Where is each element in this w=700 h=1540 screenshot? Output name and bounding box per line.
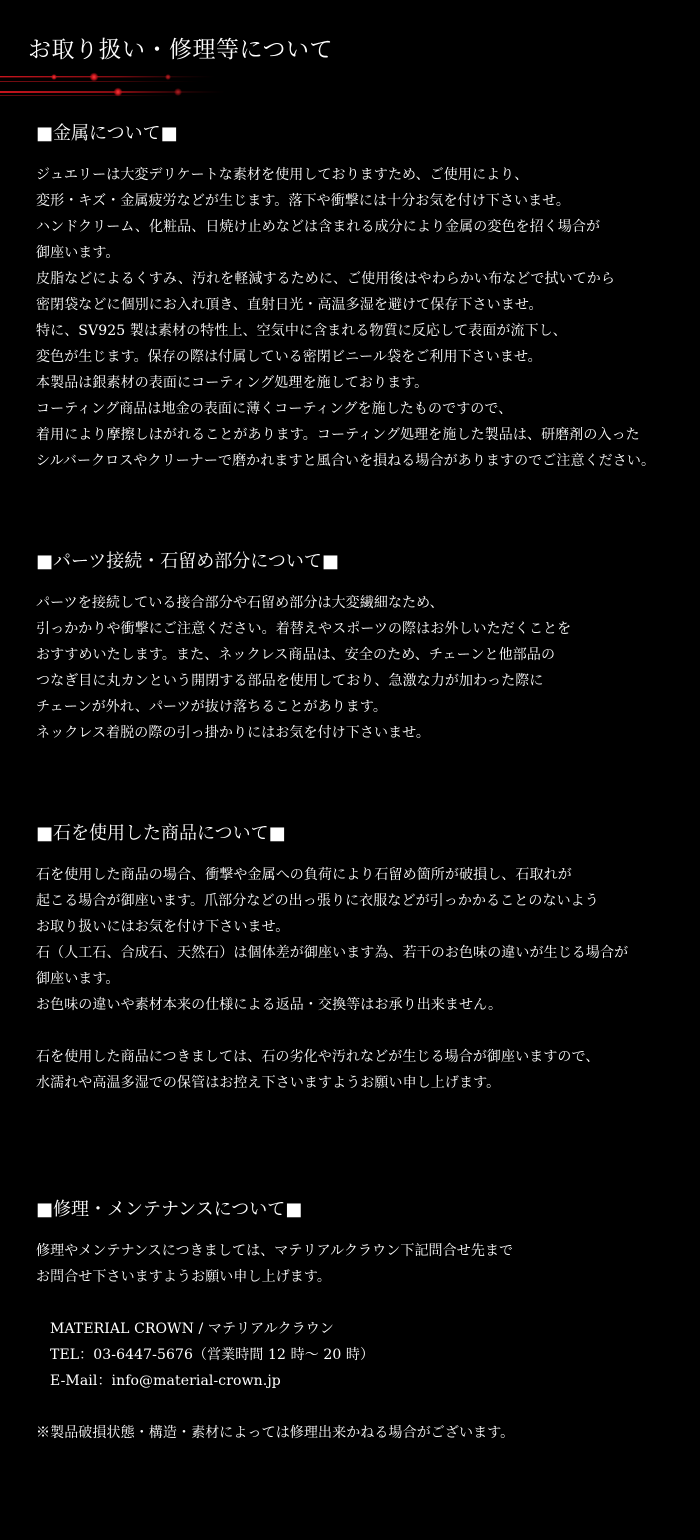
- section-metal: [36, 120, 696, 474]
- body-text: つなぎ目に丸カンという開閉する部品を使用しており、急激な力が加わった際に: [36, 673, 544, 689]
- body-text: 水濡れや高温多湿での保管はお控え下さいますようお願い申し上げます。: [36, 1075, 501, 1091]
- body-text: 起こる場合が御座います。爪部分などの出っ張りに衣服などが引っかかることのないよう: [36, 893, 599, 909]
- spacer: [36, 1394, 696, 1420]
- section-heading: ■修理・メンテナンスについて■: [36, 1199, 303, 1220]
- spacer: [36, 1018, 696, 1044]
- body-text: 石を使用した商品の場合、衝撃や金属への負荷により石留め箇所が破損し、石取れが: [36, 867, 572, 883]
- spacer: [36, 1290, 696, 1316]
- body-text: お色味の違いや素材本来の仕様による返品・交換等はお承り出来ません。: [36, 997, 503, 1013]
- body-text: 変形・キズ・金属疲労などが生じます。落下や衝撃には十分お気を付け下さいませ。: [36, 193, 570, 209]
- section-heading: ■石を使用した商品について■: [36, 823, 286, 844]
- body-text: パーツを接続している接合部分や石留め部分は大変繊細なため、: [36, 595, 444, 611]
- body-text: おすすめいたします。また、ネックレス商品は、安全のため、チェーンと他部品の: [36, 647, 556, 663]
- contact-email[interactable]: E-Mail：info@material-crown.jp: [50, 1373, 281, 1389]
- page-title: お取り扱い・修理等について: [28, 37, 334, 63]
- title-decoration-lines: [0, 66, 230, 102]
- body-text: シルバークロスやクリーナーで磨かれますと風合いを損ねる場合がありますのでご注意ください。: [36, 453, 656, 469]
- body-text: ハンドクリーム、化粧品、日焼け止めなどは含まれる成分により金属の変色を招く場合が: [36, 219, 601, 235]
- body-text: お取り扱いにはお気を付け下さいませ。: [36, 919, 290, 935]
- body-text: 着用により摩擦しはがれることがあります。コーティング処理を施した製品は、研磨剤の入った: [36, 427, 640, 443]
- body-text: 本製品は銀素材の表面にコーティング処理を施しております。: [36, 375, 429, 391]
- body-text: 変色が生じます。保存の際は付属している密閉ビニール袋をご利用下さいませ。: [36, 349, 542, 365]
- body-text: 御座います。: [36, 971, 120, 987]
- body-text: コーティング商品は地金の表面に薄くコーティングを施したものですので、: [36, 401, 513, 417]
- repair-note: ※製品破損状態・構造・素材によっては修理出来かねる場合がございます。: [36, 1425, 515, 1441]
- body-text: 石（人工石、合成石、天然石）は個体差が御座います為、若干のお色味の違いが生じる場合が: [36, 945, 629, 961]
- body-text: お問合せ下さいますようお願い申し上げます。: [36, 1269, 331, 1285]
- body-text: ネックレス着脱の際の引っ掛かりにはお気を付け下さいませ。: [36, 725, 430, 741]
- body-text: 修理やメンテナンスにつきましては、マテリアルクラウン下記問合せ先まで: [36, 1243, 514, 1259]
- section-stones: [36, 820, 696, 1096]
- body-text: 石を使用した商品につきましては、石の劣化や汚れなどが生じる場合が御座いますので、: [36, 1049, 600, 1065]
- section-repair: [36, 1196, 696, 1446]
- body-text: 御座います。: [36, 245, 120, 261]
- body-text: 引っかかりや衝撃にご注意ください。着替えやスポーツの際はお外しいただくことを: [36, 621, 572, 637]
- body-text: ジュエリーは大変デリケートな素材を使用しておりますため、ご使用により、: [36, 167, 529, 183]
- body-text: 特に、SV925 製は素材の特性上、空気中に含まれる物質に反応して表面が流下し、: [36, 323, 567, 339]
- section-parts: [36, 548, 696, 746]
- body-text: 皮脂などによるくすみ、汚れを軽減するために、ご使用後はやわらかい布などで拭いてから: [36, 271, 615, 287]
- contact-phone: TEL：03-6447-5676（営業時間 12 時～ 20 時）: [50, 1347, 375, 1363]
- body-text: チェーンが外れ、パーツが抜け落ちることがあります。: [36, 699, 387, 715]
- section-heading: ■金属について■: [36, 123, 178, 144]
- contact-company: MATERIAL CROWN / マテリアルクラウン: [50, 1321, 334, 1337]
- body-text: 密閉袋などに個別にお入れ頂き、直射日光・高温多湿を避けて保存下さいませ。: [36, 297, 543, 313]
- section-heading: ■パーツ接続・石留め部分について■: [36, 551, 339, 572]
